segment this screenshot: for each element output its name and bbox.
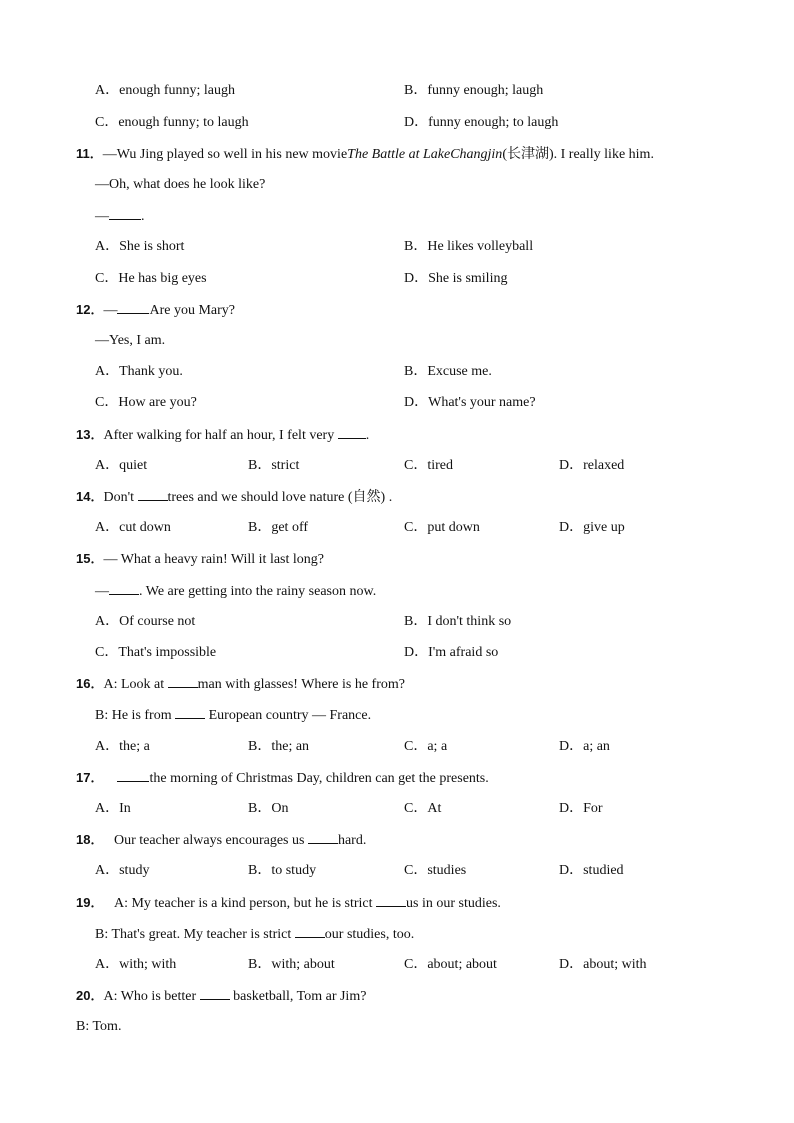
q16-reply: [95, 706, 371, 725]
q11-option-c[interactable]: C．He has big eyes: [95, 271, 207, 286]
q16-blank-1[interactable]: [168, 675, 198, 688]
q19-blank-2[interactable]: [295, 925, 325, 938]
q15-number: 15．: [76, 551, 104, 566]
q16-option-a[interactable]: A．the; a: [95, 739, 150, 754]
q12-stem: [76, 301, 235, 320]
q12-number: 12．: [76, 302, 104, 317]
q16-stem-text: A: Look at: [103, 677, 165, 692]
q14-stem-text: Don't: [103, 490, 134, 505]
q11-stem: [76, 145, 654, 164]
q17-stem-text: the morning of Christmas Day, children can get the presents.: [149, 771, 489, 786]
q16-stem: [76, 675, 405, 694]
q20-stem-text: A: Who is better: [103, 989, 197, 1004]
q20-number: 20．: [76, 988, 104, 1003]
q16-reply-text: B: He is from: [95, 708, 172, 723]
q14-option-a[interactable]: A．cut down: [95, 520, 171, 535]
q18-option-d[interactable]: D．studied: [559, 863, 624, 878]
q10-option-c[interactable]: C．enough funny; to laugh: [95, 115, 249, 130]
q11-answer-line: [95, 207, 145, 226]
q13-option-a[interactable]: A．quiet: [95, 458, 148, 473]
q13-option-d[interactable]: D．relaxed: [559, 458, 625, 473]
q19-number: 19．: [76, 895, 104, 910]
q11-stem-text-end: (长津湖). I really like him.: [502, 147, 654, 162]
q19-reply-text: B: That's great. My teacher is strict: [95, 927, 292, 942]
q13-period: .: [365, 428, 370, 443]
q11-option-d[interactable]: D．She is smiling: [404, 271, 508, 286]
q19-reply-text-end: our studies, too.: [324, 927, 415, 942]
q14-blank[interactable]: [138, 488, 168, 501]
q18-option-a[interactable]: A．study: [95, 863, 150, 878]
q17-option-c[interactable]: C．At: [404, 801, 442, 816]
q15-option-d[interactable]: D．I'm afraid so: [404, 645, 499, 660]
q11-number: 11．: [76, 146, 103, 161]
q13-stem-text: After walking for half an hour, I felt very: [103, 428, 335, 443]
q15-reply: [95, 582, 376, 601]
q19-blank-1[interactable]: [376, 894, 406, 907]
q19-stem: [76, 894, 501, 913]
q12-option-b[interactable]: B．Excuse me.: [404, 364, 492, 379]
q11-movie-title: The Battle at LakeChangjin: [347, 147, 503, 162]
q20-blank[interactable]: [200, 987, 230, 1000]
q14-number: 14．: [76, 489, 104, 504]
q12-option-c[interactable]: C．How are you?: [95, 395, 197, 410]
q14-option-d[interactable]: D．give up: [559, 520, 625, 535]
q16-stem-text-end: man with glasses! Where is he from?: [197, 677, 405, 692]
q17-option-d[interactable]: D．For: [559, 801, 603, 816]
q11-dash: —: [95, 209, 109, 224]
q13-option-c[interactable]: C．tired: [404, 458, 453, 473]
q10-option-a[interactable]: A．enough funny; laugh: [95, 83, 235, 98]
q18-option-b[interactable]: B．to study: [248, 863, 317, 878]
q13-option-b[interactable]: B．strict: [248, 458, 300, 473]
q15-option-b[interactable]: B．I don't think so: [404, 614, 512, 629]
q14-option-c[interactable]: C．put down: [404, 520, 480, 535]
q16-option-b[interactable]: B．the; an: [248, 739, 310, 754]
q20-stem-text-end: basketball, Tom ar Jim?: [233, 989, 367, 1004]
q12-option-d[interactable]: D．What's your name?: [404, 395, 536, 410]
q15-blank[interactable]: [109, 582, 139, 595]
q11-blank[interactable]: [109, 207, 141, 220]
q19-option-a[interactable]: A．with; with: [95, 957, 177, 972]
q19-reply: [95, 925, 414, 944]
q14-option-b[interactable]: B．get off: [248, 520, 309, 535]
q18-option-c[interactable]: C．studies: [404, 863, 467, 878]
q16-option-c[interactable]: C．a; a: [404, 739, 448, 754]
q18-blank[interactable]: [308, 831, 338, 844]
q16-option-d[interactable]: D．a; an: [559, 739, 610, 754]
q20-stem: [76, 987, 366, 1006]
q18-number: 18．: [76, 832, 104, 847]
q19-stem-text: A: My teacher is a kind person, but he is strict: [113, 896, 373, 911]
q19-stem-text-end: us in our studies.: [406, 896, 501, 911]
q18-stem: [76, 831, 366, 850]
q11-option-a[interactable]: A．She is short: [95, 239, 185, 254]
q15-stem-text: — What a heavy rain! Will it last long?: [103, 552, 324, 567]
q18-stem-text-end: hard.: [337, 833, 367, 848]
q16-reply-text-end: European country — France.: [208, 708, 372, 723]
q17-blank[interactable]: [117, 769, 149, 782]
q18-stem-text: Our teacher always encourages us: [113, 833, 305, 848]
q10-option-d[interactable]: D．funny enough; to laugh: [404, 115, 559, 130]
q17-option-b[interactable]: B．On: [248, 801, 289, 816]
q12-dash: —: [103, 303, 118, 318]
q14-stem-text-end: trees and we should love nature (自然) .: [167, 490, 393, 505]
q16-blank-2[interactable]: [175, 706, 205, 719]
q13-stem: [76, 426, 369, 445]
q11-option-b[interactable]: B．He likes volleyball: [404, 239, 534, 254]
q17-stem: [76, 769, 489, 788]
q19-option-b[interactable]: B．with; about: [248, 957, 335, 972]
q14-stem: [76, 488, 392, 507]
q12-reply: —Yes, I am.: [95, 333, 166, 348]
q15-option-c[interactable]: C．That's impossible: [95, 645, 217, 660]
q12-blank[interactable]: [117, 301, 149, 314]
q12-stem-text: Are you Mary?: [149, 303, 235, 318]
q11-period: .: [141, 209, 145, 224]
q15-stem: [76, 550, 324, 569]
q15-option-a[interactable]: A．Of course not: [95, 614, 196, 629]
q13-blank[interactable]: [338, 426, 366, 439]
q12-option-a[interactable]: A．Thank you.: [95, 364, 183, 379]
q17-option-a[interactable]: A．In: [95, 801, 131, 816]
q11-stem-text: —Wu Jing played so well in his new movie: [102, 147, 348, 162]
q11-reply: —Oh, what does he look like?: [95, 177, 266, 192]
q19-option-d[interactable]: D．about; with: [559, 957, 647, 972]
q17-number: 17．: [76, 770, 104, 785]
q10-option-b[interactable]: B．funny enough; laugh: [404, 83, 544, 98]
q13-number: 13．: [76, 427, 104, 442]
q15-dash: —: [95, 584, 109, 599]
q20-reply: B: Tom.: [76, 1019, 122, 1034]
q19-option-c[interactable]: C．about; about: [404, 957, 497, 972]
q16-number: 16．: [76, 676, 104, 691]
q15-reply-text: . We are getting into the rainy season now.: [139, 584, 377, 599]
